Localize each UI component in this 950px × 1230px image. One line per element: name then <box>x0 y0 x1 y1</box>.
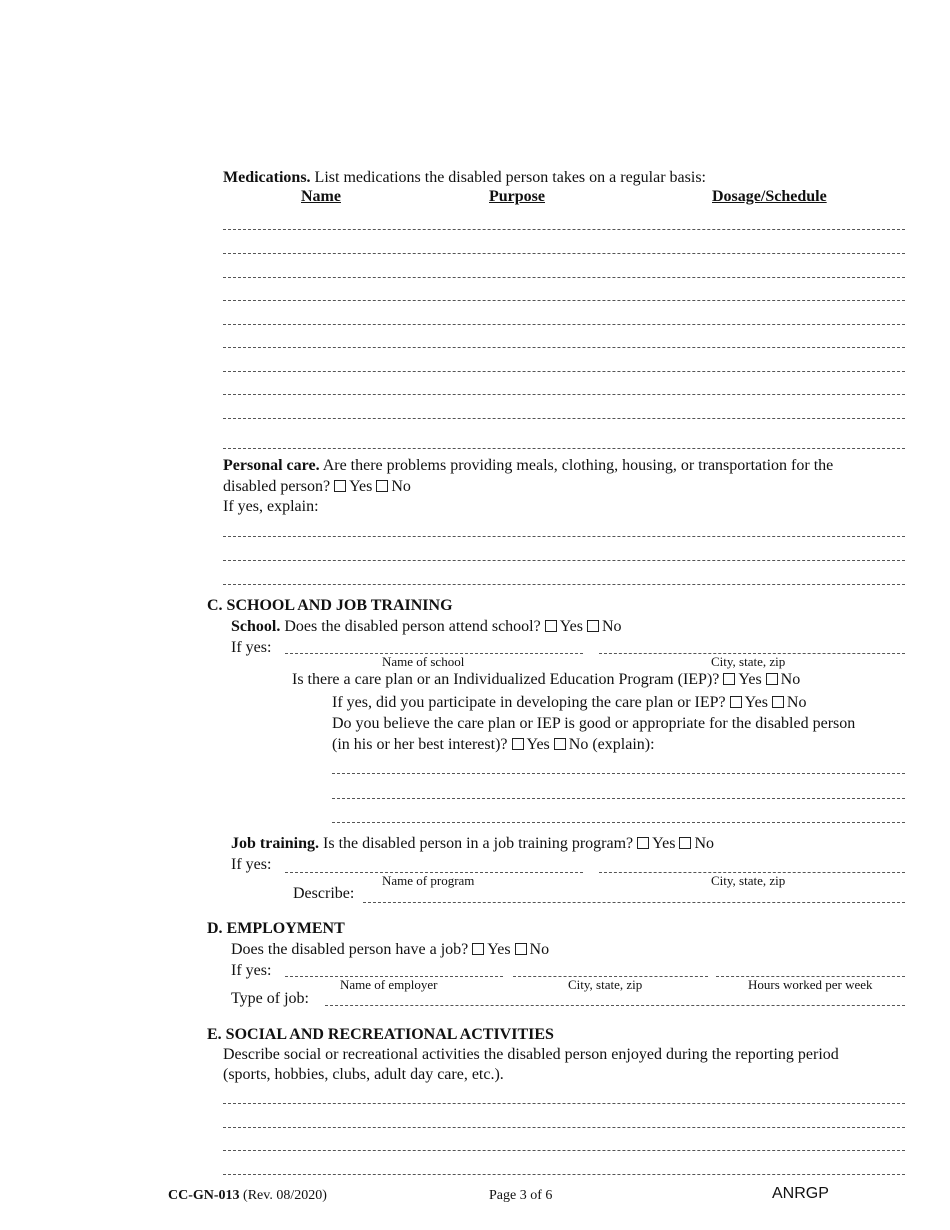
iep-believe-text-2: (in his or her best interest)? <box>332 736 508 753</box>
name-of-school-caption: Name of school <box>382 654 465 669</box>
iep-explain-line[interactable] <box>332 798 905 799</box>
medications-intro <box>223 168 706 188</box>
employment-yes-checkbox[interactable] <box>472 943 484 955</box>
iep-question <box>292 670 800 690</box>
name-of-program-caption: Name of program <box>382 873 475 888</box>
name-of-employer-caption: Name of employer <box>340 977 438 992</box>
school-if-yes: If yes: <box>231 639 272 656</box>
personal-care-title: Personal care. <box>223 457 320 474</box>
type-of-job-label: Type of job: <box>231 990 309 1007</box>
employment-no-checkbox[interactable] <box>515 943 527 955</box>
participate-no-checkbox[interactable] <box>772 696 784 708</box>
job-training-question-text: Is the disabled person in a job training program? <box>323 835 634 852</box>
yes-label: Yes <box>559 618 583 635</box>
job-if-yes: If yes: <box>231 856 272 873</box>
medication-line[interactable] <box>223 277 905 278</box>
explain-line[interactable] <box>223 584 905 585</box>
job-training-no-checkbox[interactable] <box>679 837 691 849</box>
school-title: School. <box>231 618 281 635</box>
no-label: No <box>694 835 714 852</box>
iep-believe-question: Do you believe the care plan or IEP is good or appropriate for the disabled person <box>332 715 856 732</box>
no-label: No <box>786 694 807 711</box>
page-number: Page 3 of 6 <box>489 1188 553 1203</box>
yes-label: Yes <box>744 694 768 711</box>
no-label: No <box>780 671 801 688</box>
job-training-question <box>231 834 714 854</box>
activities-line[interactable] <box>223 1174 905 1175</box>
section-c-heading: C. SCHOOL AND JOB TRAINING <box>207 597 453 614</box>
no-label: No <box>529 941 550 958</box>
personal-care-question <box>223 456 833 476</box>
medication-line[interactable] <box>223 347 905 348</box>
medication-line[interactable] <box>223 448 905 449</box>
iep-explain-line[interactable] <box>332 773 905 774</box>
employer-city-caption: City, state, zip <box>568 977 643 992</box>
describe-field[interactable] <box>363 902 905 903</box>
personal-care-question-text-2: disabled person? <box>223 478 331 495</box>
iep-yes-checkbox[interactable] <box>723 673 735 685</box>
city-state-zip-caption: City, state, zip <box>711 654 786 669</box>
iep-question-text: Is there a care plan or an Individualized Education Program (IEP)? <box>292 671 720 688</box>
activities-description-2: (sports, hobbies, clubs, adult day care, etc.). <box>223 1066 504 1083</box>
no-explain-label: No (explain): <box>568 736 655 753</box>
form-code: ANRGP <box>772 1185 829 1202</box>
iep-participate-question <box>332 693 806 713</box>
form-id <box>168 1188 327 1204</box>
personal-care-question-text: Are there problems providing meals, clothing, housing, or transportation for the <box>322 457 834 474</box>
iep-no-checkbox[interactable] <box>766 673 778 685</box>
column-header-purpose: Purpose <box>489 188 545 205</box>
medication-line[interactable] <box>223 253 905 254</box>
no-label: No <box>391 478 411 495</box>
city-state-zip-caption: City, state, zip <box>711 873 786 888</box>
job-training-title: Job training. <box>231 835 320 852</box>
column-header-dosage: Dosage/Schedule <box>712 188 827 205</box>
personal-care-explain: If yes, explain: <box>223 498 319 515</box>
believe-yes-checkbox[interactable] <box>512 738 524 750</box>
personal-care-no-checkbox[interactable] <box>376 480 388 492</box>
iep-explain-line[interactable] <box>332 822 905 823</box>
medication-line[interactable] <box>223 300 905 301</box>
form-revision: (Rev. 08/2020) <box>243 1188 327 1203</box>
type-of-job-field[interactable] <box>325 1005 905 1006</box>
section-d-heading: D. EMPLOYMENT <box>207 920 345 937</box>
school-question <box>231 617 622 637</box>
activities-line[interactable] <box>223 1150 905 1151</box>
iep-believe-question-2 <box>332 735 655 755</box>
employment-question-text: Does the disabled person have a job? <box>231 941 469 958</box>
medications-title: Medications. <box>223 169 311 186</box>
medications-intro-text: List medications the disabled person takes on a regular basis: <box>314 169 706 186</box>
column-header-name: Name <box>301 188 341 205</box>
yes-label: Yes <box>738 671 762 688</box>
school-question-text: Does the disabled person attend school? <box>284 618 541 635</box>
activities-line[interactable] <box>223 1103 905 1104</box>
medication-line[interactable] <box>223 371 905 372</box>
yes-label: Yes <box>349 478 373 495</box>
medication-line[interactable] <box>223 324 905 325</box>
yes-label: Yes <box>487 941 511 958</box>
explain-line[interactable] <box>223 560 905 561</box>
participate-yes-checkbox[interactable] <box>730 696 742 708</box>
describe-label: Describe: <box>293 885 355 902</box>
personal-care-yes-checkbox[interactable] <box>334 480 346 492</box>
explain-line[interactable] <box>223 536 905 537</box>
form-number: CC-GN-013 <box>168 1188 240 1203</box>
personal-care-question-2 <box>223 477 411 497</box>
school-no-checkbox[interactable] <box>587 620 599 632</box>
activities-line[interactable] <box>223 1127 905 1128</box>
school-yes-checkbox[interactable] <box>545 620 557 632</box>
employment-if-yes: If yes: <box>231 962 272 979</box>
medication-line[interactable] <box>223 418 905 419</box>
job-training-yes-checkbox[interactable] <box>637 837 649 849</box>
iep-participate-text: If yes, did you participate in developing the care plan or IEP? <box>332 694 726 711</box>
yes-label: Yes <box>652 835 676 852</box>
no-label: No <box>602 618 622 635</box>
hours-caption: Hours worked per week <box>748 977 873 992</box>
activities-description: Describe social or recreational activities the disabled person enjoyed during the reporting period <box>223 1046 839 1063</box>
believe-no-checkbox[interactable] <box>554 738 566 750</box>
yes-label: Yes <box>526 736 550 753</box>
employment-question <box>231 940 549 960</box>
medication-line[interactable] <box>223 229 905 230</box>
section-e-heading: E. SOCIAL AND RECREATIONAL ACTIVITIES <box>207 1026 554 1043</box>
medication-line[interactable] <box>223 394 905 395</box>
